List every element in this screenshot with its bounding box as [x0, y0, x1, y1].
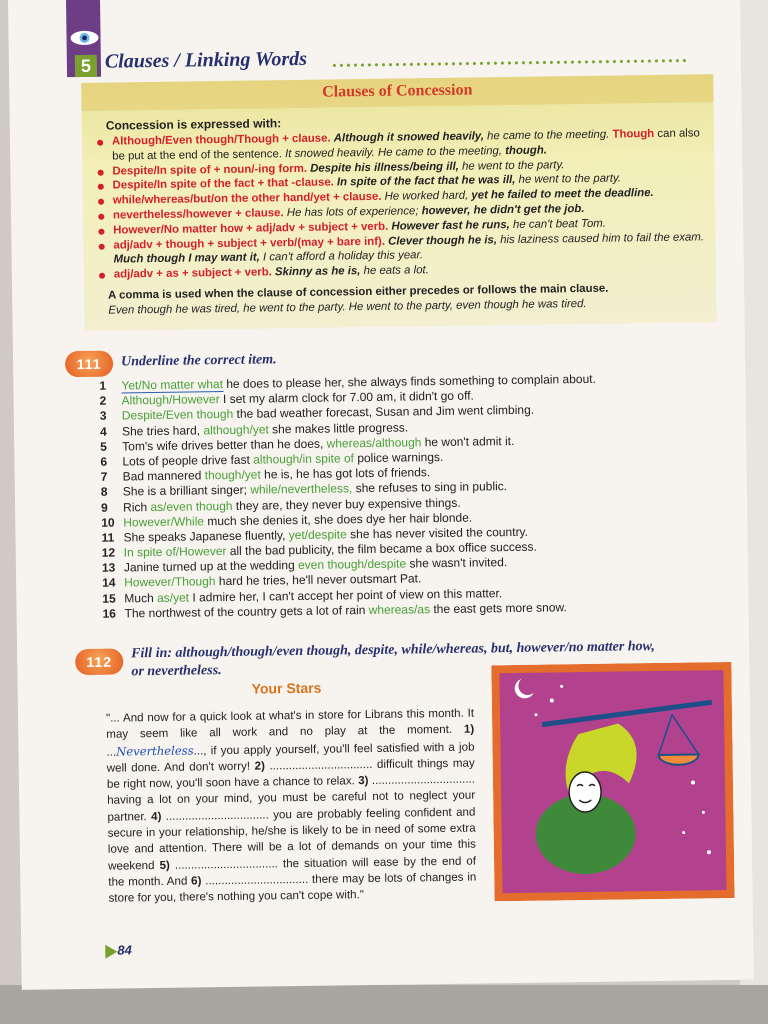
- item-number: 11: [101, 530, 115, 545]
- rule-example: though.: [505, 144, 548, 157]
- passage-text: ..., if you apply yourself, you'll feel satisfied with a job well done. And don't worry!: [106, 740, 475, 775]
- item-number: 4: [99, 424, 107, 439]
- item-number: 14: [102, 575, 116, 591]
- rule-example: his laziness caused him to fail the exam.: [500, 230, 705, 246]
- dotted-rule: [331, 58, 689, 67]
- item-choice: even though/despite: [297, 556, 407, 573]
- gap-number: 5): [159, 858, 170, 872]
- bullet-icon: ●: [95, 133, 105, 150]
- rule-structure: Although/Even though/Though + clause.: [111, 132, 334, 148]
- rule-example: Although it snowed heavily,: [333, 130, 488, 145]
- item-text: the bad weather forecast, Susan and Jim went climbing.: [233, 403, 535, 422]
- passage-text: ................................ difficult things may be right now, you'll soon have a chance to relax.: [106, 756, 475, 791]
- rule-structure: adj/adv + though + subject + verb/(may + bare inf).: [113, 235, 389, 252]
- gap-number: 6): [191, 874, 202, 888]
- item-text: she refuses to sing in public.: [352, 479, 508, 496]
- item-choice: yet/despite: [288, 527, 347, 543]
- section-title: Clauses / Linking Words: [104, 47, 308, 73]
- passage-text: ................................ there may be lots of changes in store for you, there's nothing you can't cope with.": [108, 870, 477, 905]
- handwritten-answer: Nevertheless: [116, 743, 194, 759]
- exercise-111-title: Underline the correct item.: [120, 352, 277, 370]
- rule-example: he came to the meeting.: [487, 128, 613, 143]
- item-number: 1: [99, 378, 107, 393]
- exercise-112-title-line2: or nevertheless.: [131, 663, 222, 680]
- item-text: I set my alarm clock for 7.00 am, it didn't go off.: [219, 388, 474, 407]
- item-text: Bad mannered: [122, 468, 205, 484]
- rule-structure: adj/adv + as + subject + verb.: [113, 266, 276, 281]
- item-number: 8: [100, 484, 108, 500]
- rule-structure: nevertheless/however + clause.: [112, 207, 287, 222]
- rule-structure: Despite/In spite of + noun/-ing form.: [112, 162, 311, 178]
- story-title: Your Stars: [251, 679, 322, 697]
- rule-example: In spite of the fact that he was ill,: [336, 174, 519, 189]
- item-text: I admire her, I can't accept her point of view on this matter.: [188, 585, 503, 605]
- item-number: 15: [102, 591, 116, 606]
- item-choice: as/even though: [150, 498, 233, 514]
- rule-example: can also be put at the end of the sentence.: [112, 127, 700, 163]
- item-choice: while/nevertheless,: [250, 481, 353, 497]
- item-text: She speaks Japanese fluently,: [123, 528, 289, 545]
- section-number: 5: [75, 55, 97, 77]
- exercise-badge-112: 112: [75, 648, 123, 675]
- rule-example: yet he failed to meet the deadline.: [471, 187, 654, 202]
- passage-text: ................................ the situation will ease by the end of the month. And: [108, 854, 477, 889]
- item-choice: In spite of/However: [123, 544, 227, 560]
- rule-example: he can't beat Tom.: [512, 217, 606, 231]
- item-text: all the bad publicity, the film became a box office success.: [226, 539, 537, 559]
- item-number: 10: [101, 515, 115, 530]
- item-number: 12: [101, 545, 116, 560]
- item-text: they are, they never buy expensive things.: [232, 495, 461, 513]
- rule-example: I can't afford a holiday this year.: [262, 249, 424, 264]
- item-choice: Yet/No matter what: [121, 377, 224, 393]
- page-arrow-icon: [105, 945, 117, 959]
- exercise-112-title-line1: Fill in: although/though/even though, despite, while/whereas, but, however/no matter how,: [131, 639, 655, 662]
- rule-example: He worked hard,: [384, 189, 472, 203]
- gap-number: 3): [358, 774, 369, 788]
- bullet-icon: ●: [96, 163, 105, 180]
- exercise-badge-111: 111: [65, 351, 113, 378]
- item-choice: whereas/although: [326, 435, 422, 451]
- rule-example: However fast he runs,: [391, 218, 514, 233]
- passage-text: ...: [106, 745, 117, 759]
- rule-example: Much though I may want it,: [113, 251, 264, 266]
- item-text: he won't admit it.: [421, 433, 515, 450]
- rule-example: he went to the party.: [518, 172, 622, 187]
- item-choice: although/yet: [203, 421, 269, 437]
- comma-note: [108, 280, 708, 317]
- concession-box: [81, 74, 716, 331]
- item-number: 2: [99, 393, 107, 408]
- item-text: hard he tries, he'll never outsmart Pat.: [215, 571, 422, 589]
- passage-text: ................................ having a lot on your mind, you must be careful not to neglect your partner.: [107, 772, 476, 824]
- item-text: Janine turned up at the wedding: [123, 558, 299, 575]
- rule-example: he went to the party.: [461, 158, 565, 173]
- story-passage: [106, 706, 477, 908]
- bullet-icon: ●: [97, 222, 106, 239]
- item-choice: as/yet: [156, 590, 190, 605]
- box-title: Clauses of Concession: [322, 81, 473, 101]
- item-text: much she denies it, she does dye her hair blonde.: [203, 510, 473, 529]
- textbook-page: [8, 0, 754, 990]
- bullet-icon: ●: [97, 237, 107, 254]
- rule-example: It snowed heavily. He came to the meeting,: [284, 144, 506, 160]
- box-intro: Concession is expressed with:: [105, 116, 282, 133]
- bullet-icon: ●: [96, 192, 106, 209]
- item-text: police warnings.: [353, 449, 444, 466]
- item-text: he does to please her, she always finds something to complain about.: [222, 371, 596, 392]
- item-number: 13: [101, 560, 116, 575]
- item-choice: although/in spite of: [253, 451, 355, 467]
- rule-structure: Though: [612, 127, 655, 141]
- item-number: 9: [100, 500, 108, 515]
- item-number: 7: [100, 469, 108, 484]
- rule-structure: while/whereas/but/on the other hand/yet + clause.: [112, 190, 385, 207]
- rule-example: however, he didn't get the job.: [421, 202, 585, 218]
- item-text: the east gets more snow.: [429, 600, 567, 616]
- bullet-icon: ●: [96, 207, 106, 224]
- eye-icon: [68, 29, 100, 47]
- item-choice: However/While: [123, 514, 205, 530]
- rule-example: Despite his illness/being ill,: [310, 160, 463, 175]
- passage-text: "... And now for a quick look at what's in store for Librans this month. It may seem like all work and no play at the moment.: [105, 706, 475, 741]
- rule-example: he eats a lot.: [363, 264, 429, 278]
- item-text: Tom's wife drives better than he does,: [122, 436, 327, 454]
- item-choice: Although/However: [121, 392, 220, 408]
- item-number: 3: [99, 409, 107, 424]
- item-number: 5: [100, 439, 108, 454]
- page-number: 84: [117, 942, 132, 958]
- item-text: Much: [124, 590, 158, 606]
- item-text: she has never visited the country.: [346, 524, 529, 542]
- rules-list: [96, 126, 710, 282]
- bullet-icon: ●: [96, 178, 106, 195]
- item-text: she wasn't invited.: [406, 555, 508, 571]
- gap-number: 1): [463, 722, 475, 737]
- gap-number: 4): [150, 809, 162, 823]
- bullet-icon: ●: [97, 266, 107, 283]
- item-text: she makes little progress.: [268, 420, 409, 436]
- item-text: She tries hard,: [121, 422, 204, 439]
- passage-text: ................................ you are probably feeling confident and secure in your relationship, he/she is likely to be in need of some extra love and attention. There will be a lot of demands on your time this weekend: [107, 805, 476, 873]
- rule-example: He has lots of experience;: [286, 205, 422, 220]
- item-choice: Despite/Even though: [121, 407, 234, 423]
- comma-example: Even though he was tired, he went to the party. He went to the party, even though he was tired.: [108, 297, 587, 317]
- item-number: 16: [102, 606, 117, 621]
- item-text: Lots of people drive fast: [122, 452, 254, 469]
- item-choice: However/Though: [124, 574, 216, 590]
- exercise-111-items: [99, 371, 682, 622]
- item-text: Rich: [122, 499, 151, 514]
- item-number: 6: [100, 454, 108, 469]
- item-choice: whereas/as: [368, 601, 431, 617]
- item-text: She is a brilliant singer;: [122, 482, 251, 499]
- comma-rule: A comma is used when the clause of concession either precedes or follows the main clause.: [108, 282, 609, 302]
- item-text: he is, he has got lots of friends.: [260, 465, 431, 482]
- rule-structure: However/No matter how + adj/adv + subject + verb.: [113, 220, 392, 237]
- gap-number: 2): [254, 759, 265, 773]
- item-choice: though/yet: [204, 467, 261, 483]
- libra-illustration: [491, 662, 734, 901]
- rule-example: Skinny as he is,: [274, 265, 364, 279]
- rule-example: Clever though he is,: [388, 233, 501, 248]
- scan-shadow: [0, 985, 768, 1024]
- item-text: The northwest of the country gets a lot of rain: [124, 602, 369, 621]
- rule-structure: Despite/In spite of the fact + that -clause.: [112, 176, 338, 192]
